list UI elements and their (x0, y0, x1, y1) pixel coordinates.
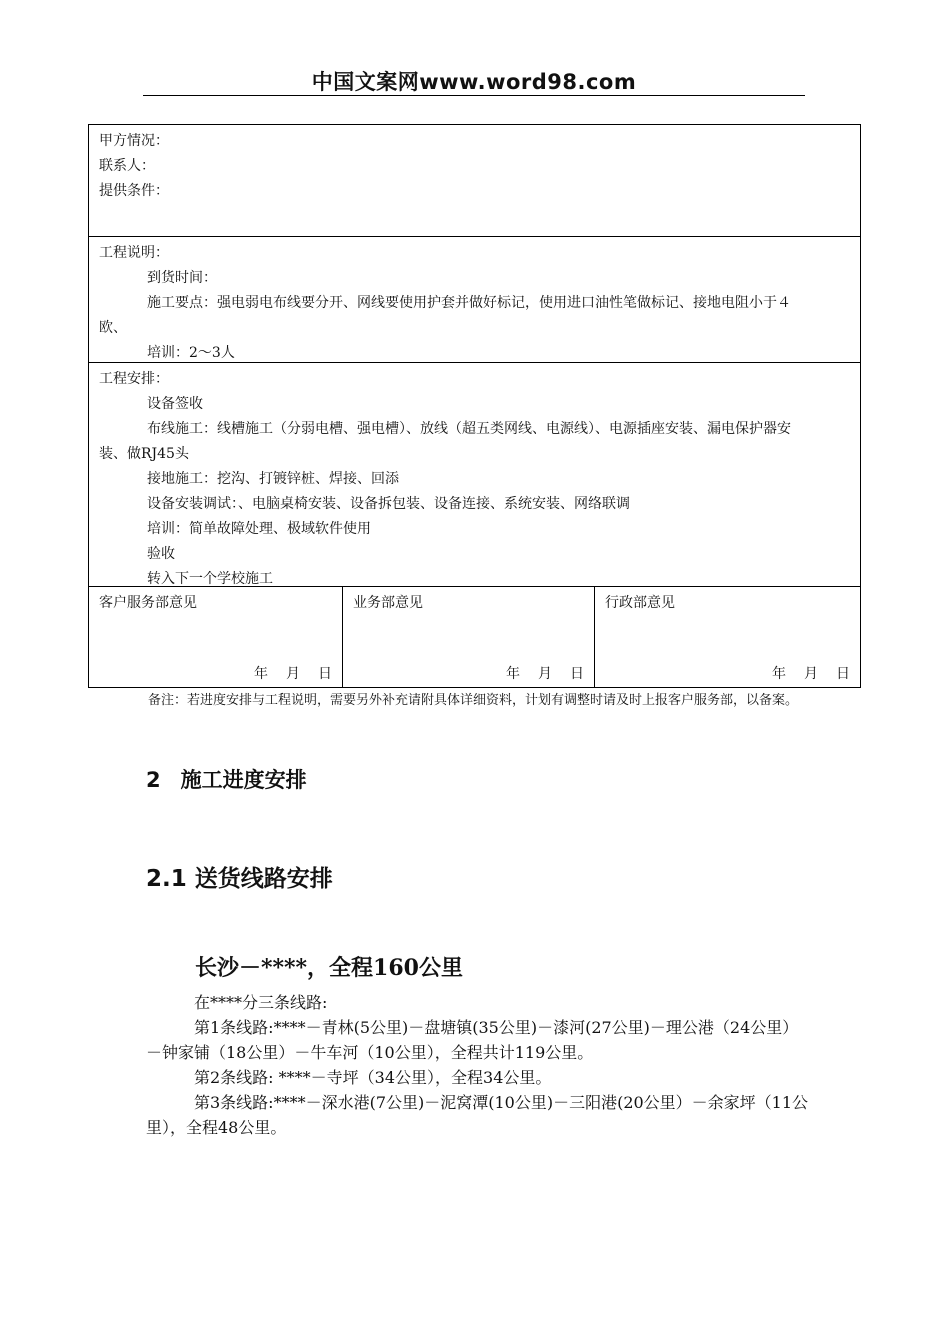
section-title: 施工进度安排 (180, 768, 307, 792)
signoff-date (754, 663, 850, 683)
date-year: 年 (506, 666, 520, 682)
project-plan-section (89, 363, 860, 587)
signoff-business (342, 587, 594, 687)
arrival-time: 到货时间： (147, 270, 217, 286)
signoff-row (89, 587, 860, 687)
route-line-1: 第1条线路:****－青林(5公里)－盘塘镇(35公里)－漆河(27公里)－理公港（24公里）－钟家铺（18公里）－牛车河（10公里），全程共计119公里。 (146, 1018, 799, 1062)
section-2-heading (146, 764, 307, 794)
plan-item: 设备签收 (147, 396, 203, 412)
plan-item: 验收 (147, 546, 175, 562)
date-month: 月 (804, 666, 818, 682)
training-info: 培训：2～3人 (147, 345, 235, 361)
project-form-table (88, 124, 861, 688)
route-intro: 在****分三条线路: (194, 993, 328, 1012)
site-header: 中国文案网www.word98.com (311, 70, 637, 94)
plan-item: 装、做RJ45头 (99, 446, 189, 462)
header-rule (143, 95, 805, 96)
key-points: 施工要点：强电弱电布线要分开、网线要使用护套并做好标记，使用进口油性笔做标记、接地电阻小于４ (147, 295, 791, 311)
plan-item: 转入下一个学校施工 (147, 571, 273, 587)
signoff-date (236, 663, 332, 683)
project-desc-label: 工程说明： (99, 245, 169, 261)
section-2-1-heading: 2.1 送货线路安排 (146, 866, 333, 892)
route-title: 长沙－****，全程160公里 (195, 955, 463, 981)
plan-item: 接地施工：挖沟、打镀锌桩、焊接、回添 (147, 471, 399, 487)
remark-note: 备注：若进度安排与工程说明，需要另外补充请附具体详细资料，计划有调整时请及时上报客户服务部，以备案。 (148, 693, 799, 708)
date-day: 日 (570, 666, 584, 682)
section-number: 2 (146, 768, 161, 792)
project-desc-section (89, 237, 860, 363)
route-line-2: 第2条线路: ****－寺坪（34公里），全程34公里。 (194, 1068, 552, 1087)
contact-label: 联系人： (99, 158, 155, 174)
date-month: 月 (286, 666, 300, 682)
signoff-title: 行政部意见 (605, 595, 675, 611)
signoff-title: 客户服务部意见 (99, 595, 197, 611)
client-info-section (89, 125, 860, 237)
date-month: 月 (538, 666, 552, 682)
date-year: 年 (254, 666, 268, 682)
client-info-label: 甲方情况： (99, 133, 169, 149)
plan-item: 布线施工：线槽施工（分弱电槽、强电槽）、放线（超五类网线、电源线）、电源插座安装、漏电保护器安 (147, 421, 791, 437)
date-day: 日 (318, 666, 332, 682)
plan-item: 培训：简单故障处理、极域软件使用 (147, 521, 371, 537)
key-points-cont: 欧、 (99, 320, 127, 336)
plan-item: 设备安装调试：、电脑桌椅安装、设备拆包装、设备连接、系统安装、网络联调 (147, 496, 630, 512)
signoff-admin (594, 587, 860, 687)
route-description (146, 990, 811, 1140)
signoff-date (488, 663, 584, 683)
conditions-label: 提供条件： (99, 183, 169, 199)
route-line-3: 第3条线路:****－深水港(7公里)－泥窝潭(10公里)－三阳港(20公里）－余家坪（11公里），全程48公里。 (146, 1093, 809, 1137)
project-plan-label: 工程安排： (99, 371, 169, 387)
date-day: 日 (836, 666, 850, 682)
signoff-customer-service (89, 587, 342, 687)
date-year: 年 (772, 666, 786, 682)
signoff-title: 业务部意见 (353, 595, 423, 611)
